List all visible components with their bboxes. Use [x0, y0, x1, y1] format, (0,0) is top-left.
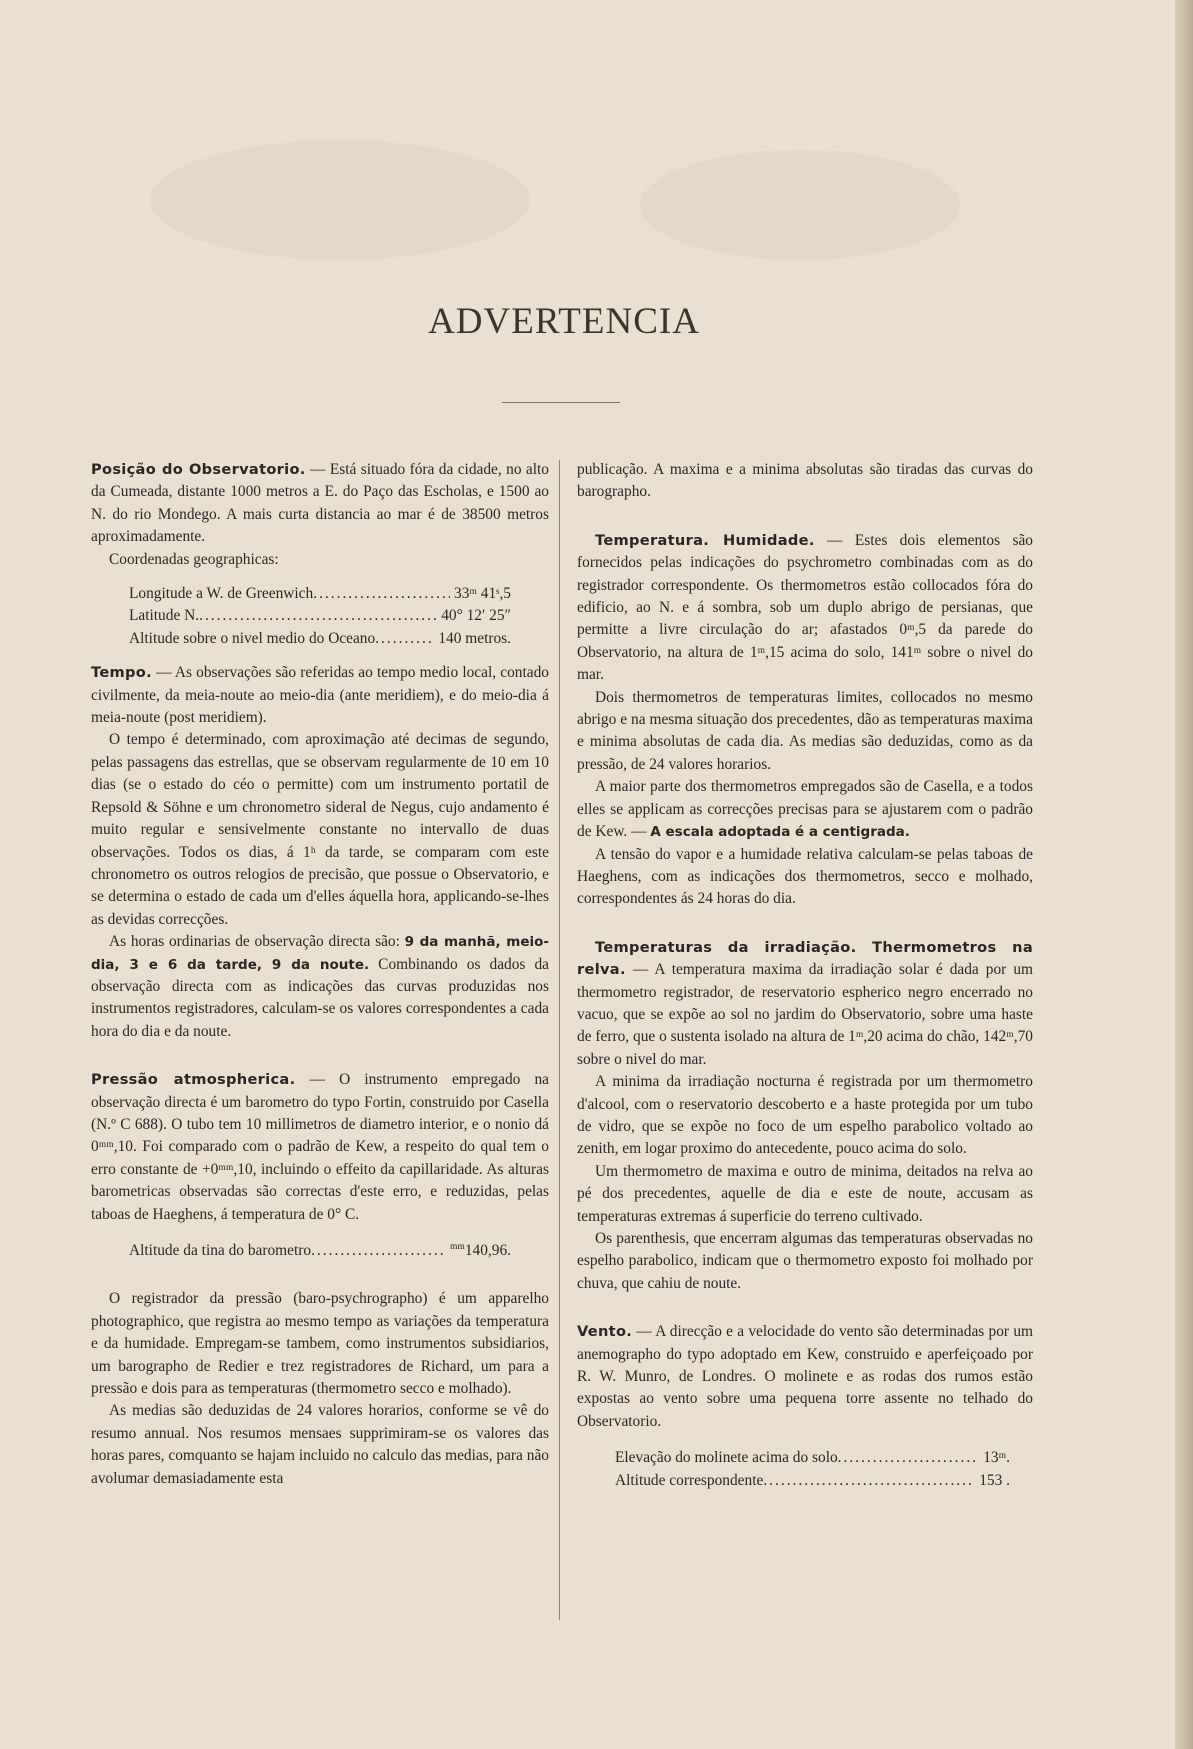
vento-paragraph — [577, 1321, 1033, 1433]
pressao-text: — O instrumento empregado na observação directa é um barometro do typo Fortin, construido por Casella (N.º C 688). O tubo tem 10 millimetros de diametro interior, e o nonio dá 0ᵐᵐ,10. Foi comparado com o padrão de Kew, a respeito do qual tem o erro constante de +0ᵐᵐ,10, incluindo o effeito da capillaridade. As alturas barometricas observadas são correctas d'este erro, e reduzidas, pelas taboas de Haeghens, á temperatura de 0° C. — [91, 1071, 549, 1223]
coordenadas-label: Altitude sobre o nivel medio do Oceano — [129, 629, 376, 647]
vento-heading: Vento. — [577, 1323, 633, 1341]
tina-number: 140,96. — [464, 1242, 511, 1259]
tina-table — [129, 1240, 549, 1262]
paper-stain — [150, 140, 530, 260]
tempo-paragraph-2: O tempo é determinado, com aproximação até decimas de segundo, pelas passagens das estrellas, que se observam regularmente de 10 em 10 dias (se o estado do céo o permitte) com um instrumento portatil de Repsold & Söhne e um chronometro sideral de Negus, cujo andamento é muito regular e sensivelmente constante no intervallo de duas observações. Todos os dias, á 1ʰ da tarde, se comparam com este chronometro os outros relogios de precisão, que possue o Observatorio, e se determina o estado de cada um d'elles áquella hora, applicando-se-lhes as devidas correcções. — [91, 731, 549, 928]
temperatura-p3-start: A maior parte dos thermometros empregados são de Casella, e a todos elles se applicam as correcções precisas para se ajustarem com o padrão de Kew. — — [577, 778, 1033, 841]
leader-dots — [838, 1447, 980, 1469]
page-title: ADVERTENCIA — [428, 301, 700, 342]
posicao-text: — Está situado fóra da cidade, no alto da Cumeada, distante 1000 metros a E. do Paço das Escholas, e 1500 ao N. do rio Mondego. A mais curta distancia ao mar é de 38500 metros aproximadamente. — [91, 461, 549, 546]
vento-label: Elevação do molinete acima do solo — [615, 1449, 838, 1467]
tempo-text: — As observações são referidas ao tempo medio local, contado civilmente, da meia-noute ao meio-dia (ante meridiem), e do meio-dia á meia-noute (post meridiem). — [91, 664, 549, 727]
tempo-p3-end: Combinando os dados da observação directa com as indicações das curvas produzidas nos instrumentos registradores, calculam-se os valores correspondentes a cada hora do dia e da noute. — [91, 955, 549, 1040]
coordenadas-value: 140 metros. — [438, 629, 511, 647]
tina-row — [129, 1240, 511, 1262]
irradiacao-paragraph-2: A minima da irradiação nocturna é registrada por um thermometro d'alcool, com o reservatorio descoberto e a haste protegida por um tubo de vidro, que se expõe no foco de um espelho parabolico voltado ao zenith, em logar proximo do antecedente, pouco acima do solo. — [577, 1073, 1033, 1158]
leader-dots — [313, 583, 450, 605]
tempo-p3-start: As horas ordinarias de observação directa são: — [109, 933, 405, 951]
coordenadas-row — [129, 583, 511, 605]
posicao-heading: Posição do Observatorio. — [91, 461, 306, 478]
vento-row — [615, 1470, 1010, 1492]
tempo-paragraph — [91, 662, 549, 729]
irradiacao-paragraph — [577, 937, 1033, 1071]
irradiacao-text: — A temperatura maxima da irradiação solar é dada por um thermometro registrador, de reservatorio espherico negro encerrado no vacuo, que se expõe ao sol no jardim do Observatorio, sobre uma haste de ferro, que o sustenta isolado na altura de 1ᵐ,20 acima do chão, 142ᵐ,70 sobre o nivel do mar. — [577, 961, 1033, 1068]
tempo-heading: Tempo. — [91, 664, 152, 682]
irradiacao-paragraph-4: Os parenthesis, que encerram algumas das temperaturas observadas no espelho parabolico, indicam que o thermometro exposto foi molhado por chuva, que cahiu de noute. — [577, 1230, 1033, 1292]
vento-text: — A direcção e a velocidade do vento são determinadas por um anemographo do typo adoptado em Kew, construido e aperfeiçoado por R. W. Munro, de Londres. O molinete e as rodas dos rumos estão expostas ao vento sobre uma pequena torre assente no telhado do Observatorio. — [577, 1323, 1033, 1430]
right-column — [577, 459, 1033, 1492]
coordenadas-label: Longitude a W. de Greenwich — [129, 585, 314, 603]
tempo-hours: 9 da manhã, meio-dia, 3 e 6 da tarde, 9 da noute. — [91, 934, 549, 973]
coordenadas-row — [129, 628, 511, 650]
leader-dots — [199, 605, 437, 627]
temperatura-paragraph-2: Dois thermometros de temperaturas limites, collocados no mesmo abrigo e na mesma situação dos precedentes, dão as temperaturas maxima e minima absolutas de cada dia. As medias são deduzidas, como as da pressão, de 24 valores horarios. — [577, 688, 1033, 773]
vento-label: Altitude correspondente — [615, 1471, 764, 1489]
temperatura-heading: Temperatura. Humidade. — [595, 531, 815, 549]
leader-dots — [763, 1470, 975, 1492]
title-rule — [502, 402, 620, 403]
coordenadas-intro: Coordenadas geographicas: — [109, 550, 279, 568]
temperatura-paragraph — [577, 530, 1033, 687]
temperatura-paragraph-3 — [577, 776, 1033, 843]
tina-label: Altitude da tina do barometro — [129, 1242, 312, 1259]
tempo-paragraph-3 — [91, 931, 549, 1043]
tina-value — [446, 1240, 511, 1262]
tina-unit: mm — [450, 1241, 465, 1252]
coordenadas-value: 40° 12′ 25″ — [441, 607, 511, 625]
irradiacao-paragraph-3: Um thermometro de maxima e outro de minima, deitados na relva ao pé dos precedentes, aquelle de dia e este de noute, accusam as temperaturas extremas á superficie do terreno cultivado. — [577, 1162, 1033, 1225]
vento-value: 13ᵐ. — [983, 1449, 1010, 1467]
coordenadas-value: 33ᵐ 41ˢ,5 — [454, 585, 511, 603]
coordenadas-label: Latitude N. — [129, 607, 200, 625]
irradiacao-heading: Temperaturas da irradiação. Thermometros na relva. — [577, 938, 1033, 979]
escala-note: A escala adoptada é a centigrada. — [650, 824, 910, 841]
coordenadas-row — [129, 605, 511, 627]
continuation-paragraph: publicação. A maxima e a minima absolutas são tiradas das curvas do barographo. — [577, 461, 1033, 501]
pressao-paragraph — [91, 1069, 549, 1226]
leader-dots — [311, 1240, 446, 1262]
temperatura-text: — Estes dois elementos são fornecidos pelas indicações do psychrometro combinadas com as do registrador correspondente. Os thermometros estão collocados fóra do edificio, ao N. e á sombra, sob um duplo abrigo de persianas, que permitte a livre circulação do ar; afastados 0ᵐ,5 da parede do Observatorio, na altura de 1ᵐ,15 acima do solo, 141ᵐ sobre o nivel do mar. — [577, 531, 1033, 684]
leader-dots — [375, 628, 434, 650]
vento-row — [615, 1447, 1010, 1469]
left-column — [91, 459, 549, 1490]
vento-table — [615, 1447, 1033, 1492]
page-edge — [1175, 0, 1193, 1749]
temperatura-paragraph-4: A tensão do vapor e a humidade relativa calculam-se pelas taboas de Haeghens, com as indicações dos thermometros, secco e molhado, correspondentes ás 24 horas do dia. — [577, 845, 1033, 908]
paper-stain — [640, 150, 960, 260]
posicao-paragraph — [91, 459, 549, 549]
vento-value: 153 . — [979, 1471, 1010, 1489]
coordenadas-table — [129, 583, 549, 650]
registrador-paragraph: O registrador da pressão (baro-psychrographo) é um apparelho photographico, que registra ao mesmo tempo as variações da temperatura e da humidade. Empregam-se tambem, como instrumentos subsidiarios, um barographo de Redier e trez registradores de Richard, um para a pressão e dois para as temperaturas (thermometro secco e molhado). — [91, 1290, 549, 1398]
registrador-paragraph-2: As medias são deduzidas de 24 valores horarios, conforme se vê do resumo annual. Nos resumos mensaes supprimiram-se os valores das horas pares, comquanto se hajam incluido no calculo das medias, para não avolumar demasiadamente esta — [91, 1402, 549, 1487]
pressao-heading: Pressão atmospherica. — [91, 1071, 296, 1089]
column-divider — [559, 460, 560, 1620]
